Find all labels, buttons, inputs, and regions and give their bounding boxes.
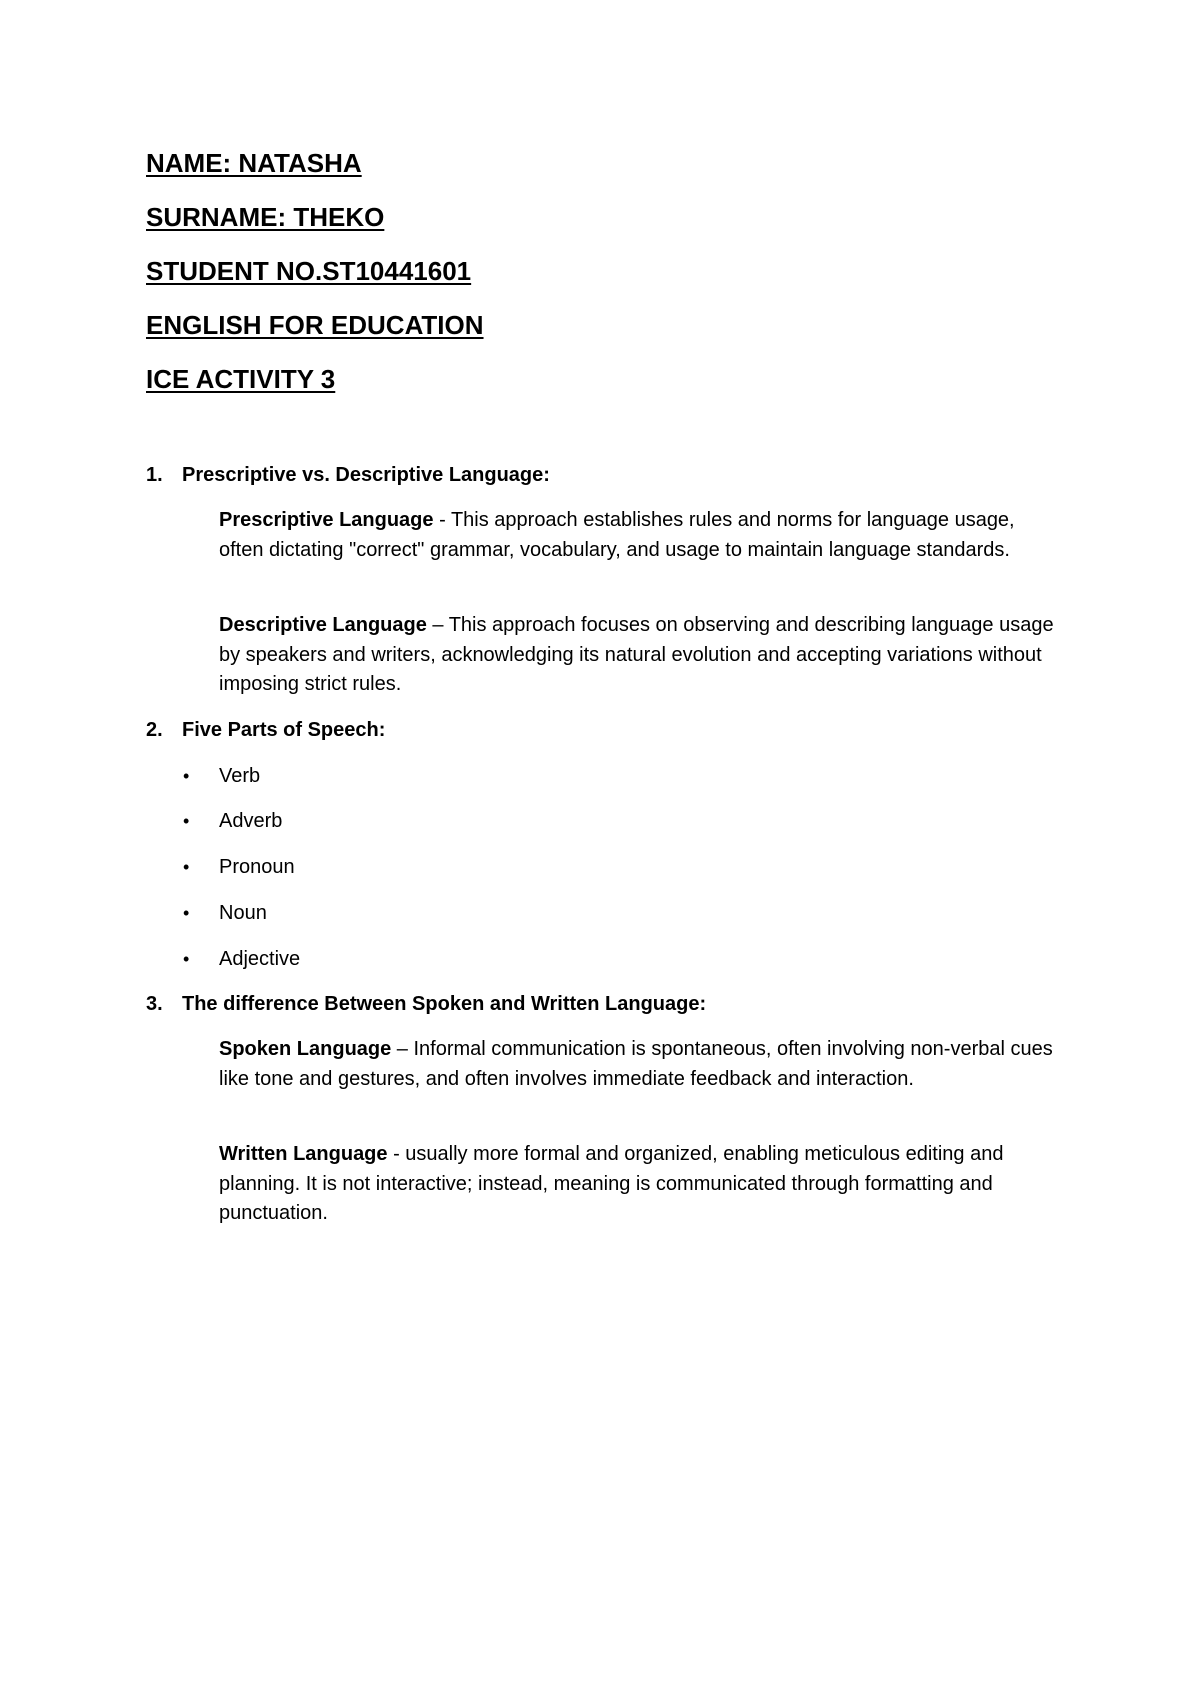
list-item-label: Adverb: [219, 810, 283, 832]
descriptive-term: Descriptive Language: [219, 614, 427, 636]
bullet-icon: •: [183, 811, 190, 831]
student-number: STUDENT NO.ST10441601: [146, 256, 472, 286]
course-title: ENGLISH FOR EDUCATION: [146, 310, 484, 340]
list-item-label: Noun: [219, 902, 267, 924]
written-term: Written Language: [219, 1143, 388, 1165]
list-item: [183, 763, 260, 789]
bullet-icon: •: [183, 857, 190, 877]
list-item-label: Pronoun: [219, 856, 295, 878]
activity-title: ICE ACTIVITY 3: [146, 364, 336, 394]
section-2-number: 2.: [146, 719, 163, 741]
section-3-title: The difference Between Spoken and Written Language:: [182, 993, 707, 1015]
spoken-paragraph: [219, 1035, 1059, 1094]
section-1-heading: [146, 462, 550, 488]
descriptive-paragraph: [219, 611, 1059, 700]
section-2-title: Five Parts of Speech:: [182, 719, 386, 741]
written-paragraph: [219, 1140, 1059, 1229]
section-3-number: 3.: [146, 993, 163, 1015]
list-item: [183, 808, 282, 834]
prescriptive-text: - This approach establishes rules and norms for language usage, often dictating "correct" grammar, vocabulary, and usage to maintain language standards.: [219, 509, 1015, 561]
spoken-term: Spoken Language: [219, 1038, 392, 1060]
list-item-label: Adjective: [219, 948, 301, 970]
section-2-heading: [146, 717, 385, 743]
section-3-heading: [146, 991, 706, 1017]
list-item: [183, 900, 267, 926]
prescriptive-paragraph: [219, 506, 1059, 565]
list-item: [183, 854, 295, 880]
list-item: [183, 946, 300, 972]
bullet-icon: •: [183, 903, 190, 923]
bullet-icon: •: [183, 766, 190, 786]
prescriptive-term: Prescriptive Language: [219, 509, 434, 531]
section-1-title: Prescriptive vs. Descriptive Language:: [182, 464, 550, 486]
section-1-number: 1.: [146, 464, 163, 486]
spoken-text: – Informal communication is spontaneous, often involving non-verbal cues like tone and gestures, and often involves immediate feedback and interaction.: [219, 1038, 1053, 1090]
written-text: - usually more formal and organized, enabling meticulous editing and planning. It is not interactive; instead, meaning is communicated through formatting and punctuation.: [219, 1143, 1004, 1224]
student-surname: SURNAME: THEKO: [146, 202, 385, 232]
list-item-label: Verb: [219, 765, 261, 787]
student-name: NAME: NATASHA: [146, 148, 362, 178]
descriptive-text: – This approach focuses on observing and describing language usage by speakers and writers, acknowledging its natural evolution and accepting variations without imposing strict rules.: [219, 614, 1054, 695]
bullet-icon: •: [183, 949, 190, 969]
